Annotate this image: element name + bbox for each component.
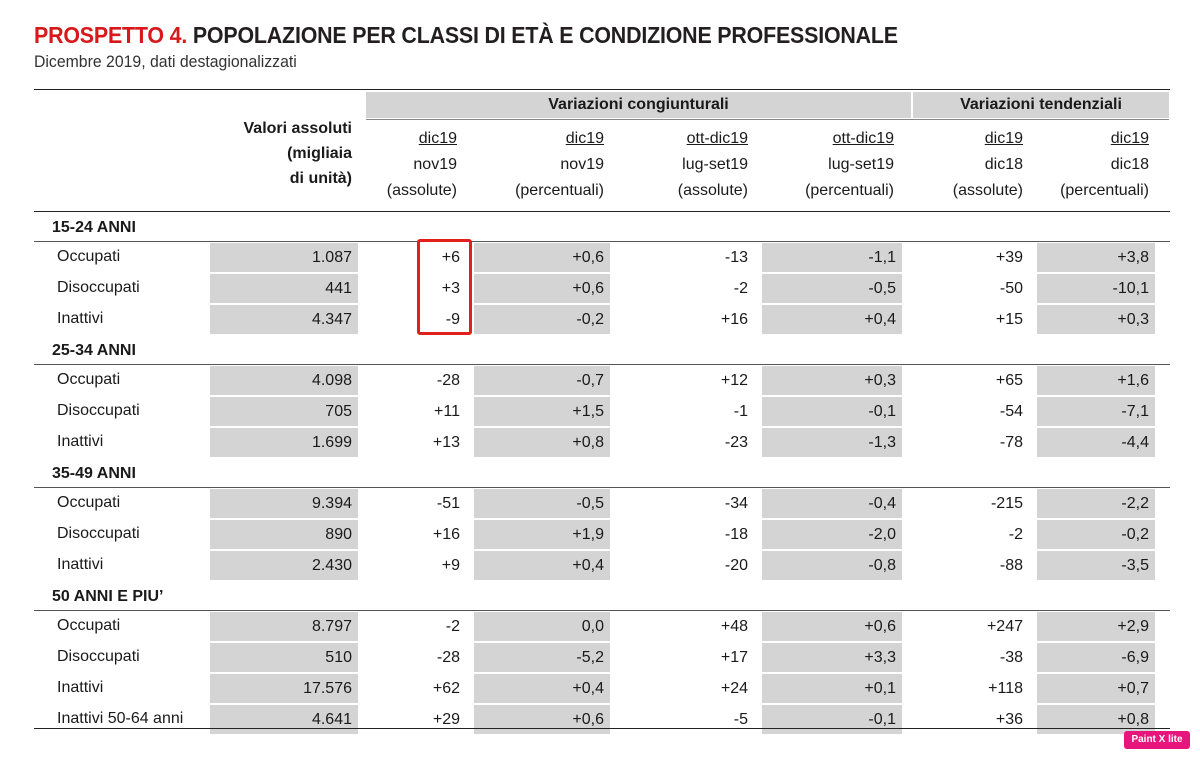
table-cell: +0,4 [474,674,610,703]
table-cell: -28 [436,372,460,389]
table-cell: 4.641 [210,705,358,734]
table-cell: +1,6 [1037,366,1155,395]
column-header-line1: dic19 [418,130,457,147]
column-header [913,126,1023,204]
column-header-line3: (assolute) [952,182,1023,199]
column-header-line3: (percentuali) [1060,182,1149,199]
table-cell: +2,9 [1037,612,1155,641]
table-cell: +36 [995,711,1023,728]
table-cell: 4.098 [210,366,358,395]
table-cell: -50 [999,280,1023,297]
column-header-line2: dic18 [984,156,1023,173]
title-text: POPOLAZIONE PER CLASSI DI ETÀ E CONDIZIONE PROFESSIONALE [192,22,898,48]
table-cell: -0,5 [762,274,902,303]
header-rule [34,211,1170,212]
table-cell: +62 [432,680,460,697]
column-header-line1: ott-dic19 [686,130,748,147]
table-cell: 4.347 [210,305,358,334]
column-header [474,126,604,204]
table-cell: -0,1 [762,705,902,734]
table-cell: -0,8 [762,551,902,580]
column-header [1037,126,1149,204]
row-label: Disoccupati [57,648,140,665]
column-header-line1: dic19 [984,130,1023,147]
bottom-rule [34,728,1170,729]
column-header-line1: dic19 [565,130,604,147]
table-cell: +24 [720,680,748,697]
table-cell: -0,5 [474,489,610,518]
column-header-line3: (assolute) [386,182,457,199]
table-cell: -23 [724,434,748,451]
table-cell: -0,2 [1037,520,1155,549]
table-cell: -0,7 [474,366,610,395]
table-cell: 2.430 [210,551,358,580]
row-label: Inattivi [57,556,104,573]
group-congiunturali: Variazioni congiunturali [548,96,729,113]
column-header-line1: dic19 [1110,130,1149,147]
row-label: Disoccupati [57,402,140,419]
group-underline [366,119,1169,120]
title-prefix: PROSPETTO 4. [34,22,188,48]
column-header-line2: lug-set19 [682,156,748,173]
row-label: Occupati [57,617,121,634]
table-cell: +0,3 [762,366,902,395]
section-label: 15-24 ANNI [52,219,136,236]
table-cell: +0,6 [474,705,610,734]
table-cell: +0,6 [474,243,610,272]
table-cell: -7,1 [1037,397,1155,426]
table-cell: -5,2 [474,643,610,672]
top-rule [34,89,1170,90]
table-cell: +0,6 [474,274,610,303]
table-cell: +118 [988,680,1023,697]
group-tendenziali: Variazioni tendenziali [960,96,1122,113]
table-cell: -10,1 [1037,274,1155,303]
table-cell: -13 [724,249,748,266]
table-cell: +247 [986,618,1023,635]
table-cell: +3 [441,280,460,297]
table-cell: +9 [441,557,460,574]
table-cell: 1.699 [210,428,358,457]
table-cell: -2 [1008,526,1023,543]
column-header-line2: dic18 [1110,156,1149,173]
table-cell: -51 [436,495,460,512]
table-cell: +3,3 [762,643,902,672]
column-header-line3: (assolute) [677,182,748,199]
table-cell: +1,5 [474,397,610,426]
table-cell: 890 [210,520,358,549]
table-cell: -6,9 [1037,643,1155,672]
table-cell: +17 [720,649,748,666]
row-label: Occupati [57,371,121,388]
table-cell: +16 [432,526,460,543]
table-cell: -20 [724,557,748,574]
table-cell: +1,9 [474,520,610,549]
table-cell: 441 [210,274,358,303]
table-cell: -2,0 [762,520,902,549]
table-cell: -0,2 [474,305,610,334]
table-cell: -9 [445,311,460,328]
row-label: Inattivi [57,679,104,696]
table-cell: 0,0 [474,612,610,641]
row-label: Inattivi [57,433,104,450]
table-cell: -0,4 [762,489,902,518]
table-cell: -3,5 [1037,551,1155,580]
table-cell: +0,4 [474,551,610,580]
table-cell: -1,1 [762,243,902,272]
table-cell: +3,8 [1037,243,1155,272]
table-subtitle: Dicembre 2019, dati destagionalizzati [34,52,297,71]
table-cell: -28 [436,649,460,666]
table-cell: +0,7 [1037,674,1155,703]
row-label: Inattivi 50-64 anni [57,710,184,727]
table-cell: +11 [434,403,460,420]
column-header [618,126,748,204]
column-header [762,126,894,204]
table-cell: -88 [999,557,1023,574]
column-header-line2: nov19 [413,156,457,173]
column-header-line2: lug-set19 [828,156,894,173]
table-cell: -54 [999,403,1023,420]
table-cell: +48 [720,618,748,635]
abs-header-line: Valori assoluti [243,120,352,137]
section-rule [34,241,1170,242]
column-header-line3: (percentuali) [805,182,894,199]
row-label: Occupati [57,494,121,511]
table-cell: +12 [720,372,748,389]
column-header [366,126,457,204]
section-label: 35-49 ANNI [52,465,136,482]
table-cell: -0,1 [762,397,902,426]
table-cell: 705 [210,397,358,426]
table-cell: +13 [432,434,460,451]
table-cell: -34 [724,495,748,512]
table-cell: +0,8 [1037,705,1155,734]
table-cell: -1,3 [762,428,902,457]
table-cell: +29 [432,711,460,728]
table-title [34,22,898,49]
table-cell: -78 [999,434,1023,451]
table-cell: -2,2 [1037,489,1155,518]
row-label: Occupati [57,248,121,265]
column-header-line1: ott-dic19 [832,130,894,147]
row-label: Disoccupati [57,525,140,542]
table-cell: -4,4 [1037,428,1155,457]
table-cell: -215 [990,495,1023,512]
section-rule [34,487,1170,488]
row-label: Disoccupati [57,279,140,296]
column-header-line2: nov19 [560,156,604,173]
table-cell: -38 [999,649,1023,666]
table-cell: +0,8 [474,428,610,457]
section-label: 50 ANNI E PIU’ [52,588,164,605]
table-cell: 9.394 [210,489,358,518]
table-cell: 510 [210,643,358,672]
table-cell: +0,6 [762,612,902,641]
table-cell: -2 [445,618,460,635]
table-cell: 8.797 [210,612,358,641]
table-cell: +16 [720,311,748,328]
table-cell: 17.576 [210,674,358,703]
table-cell: +39 [995,249,1023,266]
table-cell: +0,3 [1037,305,1155,334]
abs-header-line: di unità) [289,170,352,187]
row-label: Inattivi [57,310,104,327]
table-cell: -2 [733,280,748,297]
column-header-line3: (percentuali) [515,182,604,199]
highlight-box [417,239,472,335]
abs-header-line: (migliaia [287,145,352,162]
table-cell: 1.087 [210,243,358,272]
table-cell: +6 [441,249,460,266]
table-cell: +65 [995,372,1023,389]
absolute-values-header [210,116,352,191]
table-cell: -1 [733,403,748,420]
table-cell: +15 [995,311,1023,328]
paint-x-lite-badge: Paint X lite [1124,731,1190,749]
table-cell: -18 [724,526,748,543]
section-label: 25-34 ANNI [52,342,136,359]
table-cell: -5 [733,711,748,728]
section-rule [34,364,1170,365]
table-cell: +0,1 [762,674,902,703]
table-cell: +0,4 [762,305,902,334]
section-rule [34,610,1170,611]
